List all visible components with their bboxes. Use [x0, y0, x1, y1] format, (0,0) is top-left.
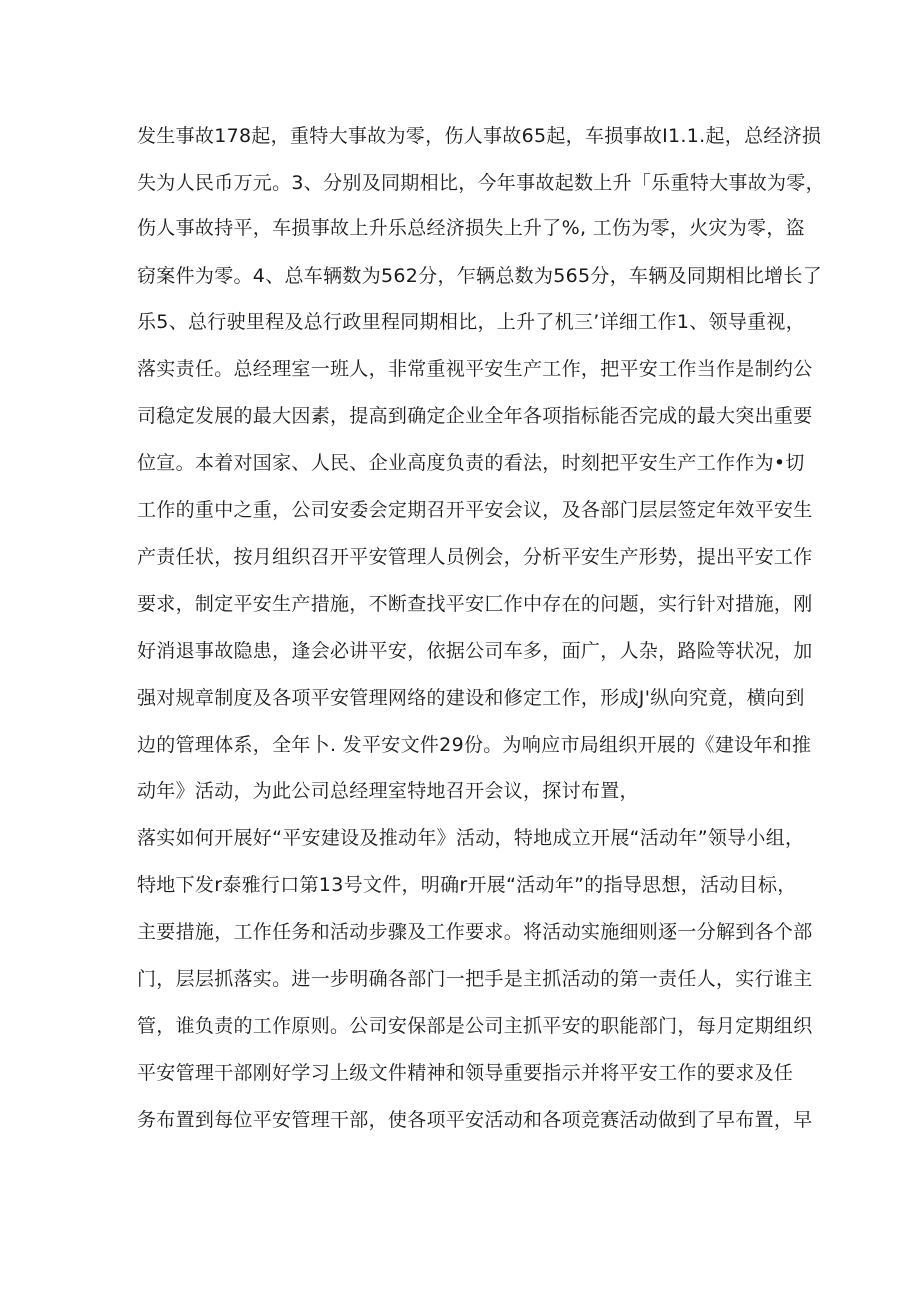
paragraph-1-line: 位宣。本着对国家、人民、企业高度负责的看法，时刻把平安生产工作作为•切 [137, 452, 805, 474]
paragraph-1-line: 伤人事故持平，车损事故上升乐总经济损失上升了%, 工伤为零，火灾为零，盗 [137, 217, 805, 239]
paragraph-1-line: 司稳定发展的最大因素，提高到确定企业全年各项指标能否完成的最大突出重要 [137, 405, 813, 427]
paragraph-2-line: 主要措施，工作任务和活动步骤及工作要求。将活动实施细则逐一分解到各个部 [137, 921, 813, 943]
paragraph-1-line: 动年》活动，为此公司总经理室特地召开会议，探讨布置， [137, 780, 639, 802]
paragraph-1-line: 窃案件为零。4、总车辆数为562分，乍辆总数为565分，车辆及同期相比增长了 [137, 265, 823, 287]
paragraph-1-line: 工作的重中之重，公司安委会定期召开平安会议，及各部门层层签定年效平安生 [137, 499, 813, 521]
paragraph-1-line: 发生事故178起，重特大事故为零，伤人事故65起，车损事故I1.1.起，总经济损 [137, 125, 822, 147]
paragraph-1-line: 要求，制定平安生产措施，不断查找平安匚作中存在的问题，实行针对措施，刚 [137, 593, 813, 615]
paragraph-2-line: 门，层层抓落实。进一步明确各部门一把手是主抓活动的第一责任人，实行谁主 [137, 968, 813, 990]
paragraph-1-line: 落实责任。总经理室一班人，非常重视平安生产工作，把平安工作当作是制约公 [137, 358, 813, 380]
paragraph-1-line: 乐5、总行驶里程及总行政里程同期相比，上升了机三’详细工作1、领导重视， [137, 311, 806, 333]
paragraph-1-line: 强对规章制度及各项平安管理网络的建设和修定工作，形成J'纵向究竟，横向到 [137, 687, 805, 709]
paragraph-1-line: 产责任状，按月组织召开平安管理人员例会，分析平安生产形势，提出平安工作 [137, 546, 813, 568]
paragraph-1-line: 边的管理体系，全年卜. 发平安文件29份。为响应市局组织开展的《建设年和推 [137, 734, 812, 756]
paragraph-2-line: 管，谁负责的工作原则。公司安保部是公司主抓平安的职能部门，每月定期组织 [137, 1015, 813, 1037]
paragraph-1-line: 好消退事故隐患，逢会必讲平安，依据公司车多，面广，人杂，路险等状况，加 [137, 640, 813, 662]
paragraph-1-line: 失为人民币万元。3、分别及同期相比，今年事故起数上升「乐重特大事故为零， [137, 172, 825, 194]
paragraph-2-line: 平安管理干部刚好学习上级文件精神和领导重要指示并将平安工作的要求及任 [137, 1062, 794, 1084]
paragraph-2-line: 特地下发r泰雅行口第13号文件，明确r开展“活动年”的指导思想，活动目标， [137, 874, 797, 896]
paragraph-2-line: 务布置到每位平安管理干部，使各项平安活动和各项竞赛活动做到了早布置，早 [137, 1109, 813, 1131]
paragraph-2-line: 落实如何开展好“平安建设及推动年》活动，特地成立开展“活动年”领导小组， [137, 827, 805, 849]
